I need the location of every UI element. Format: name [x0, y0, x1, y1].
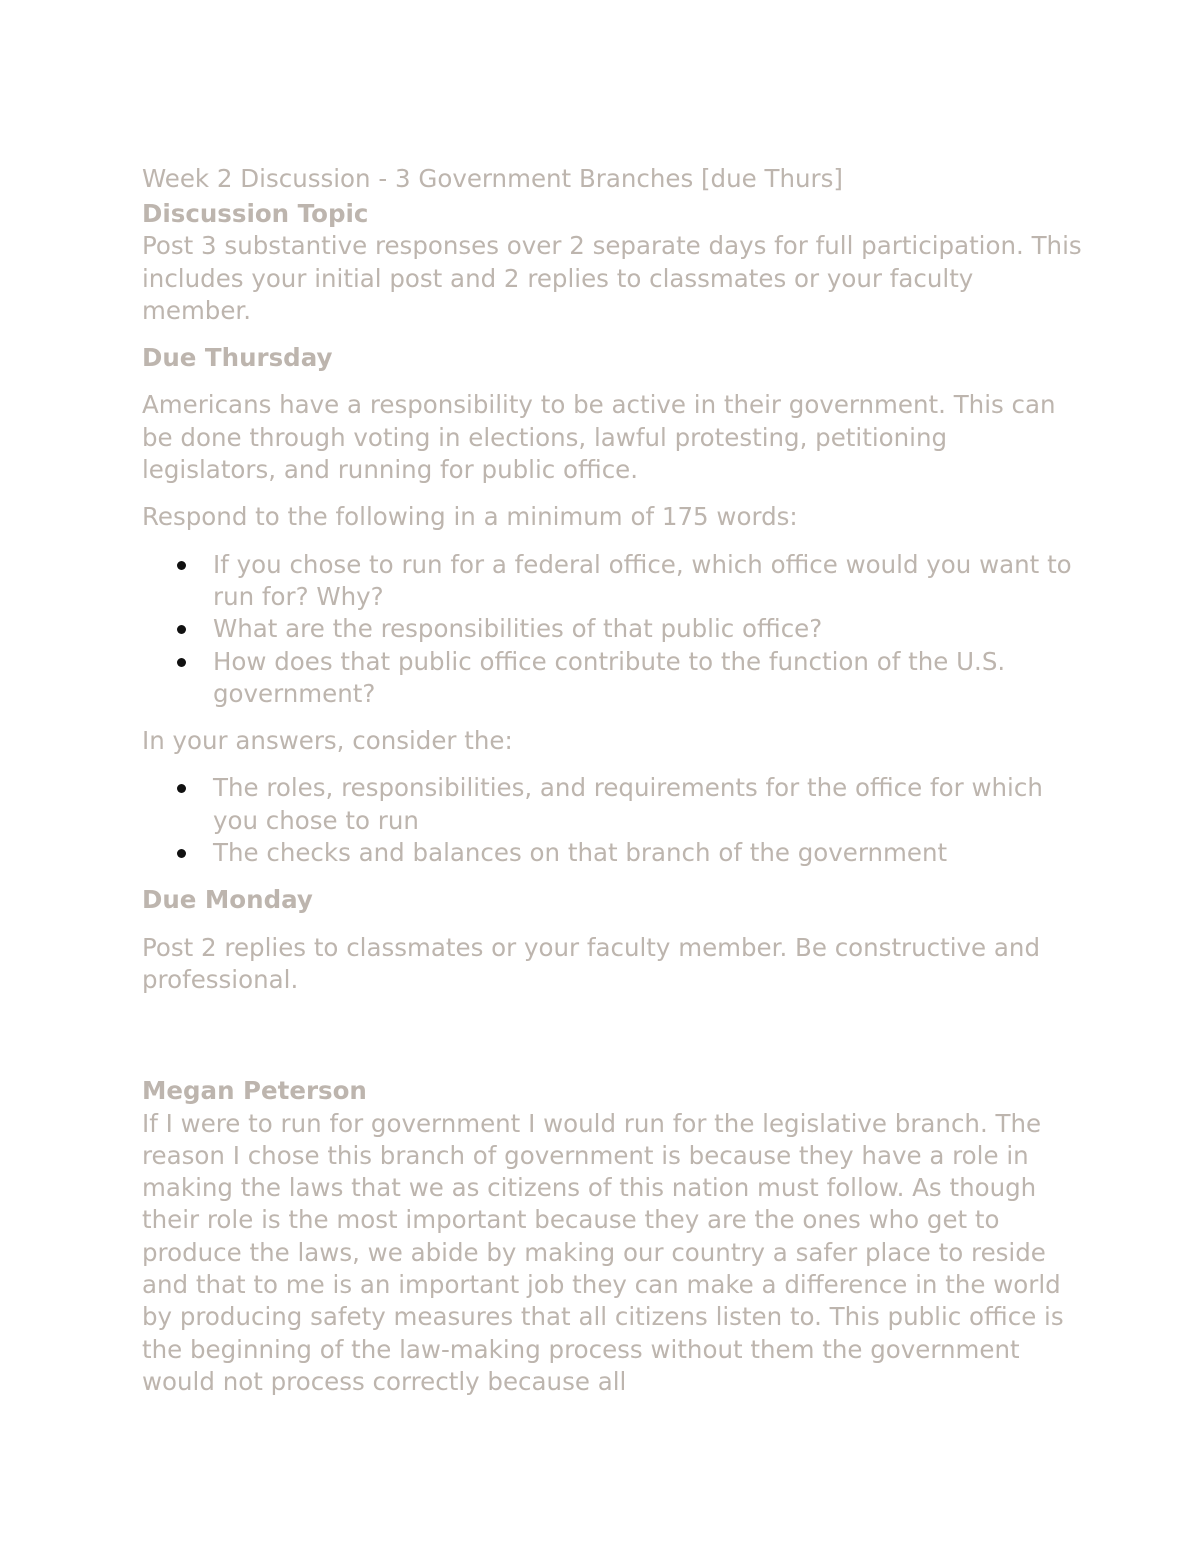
consider-prompt: In your answers, consider the:	[142, 726, 513, 756]
question-text: How does that public office contribute to the function of the U.S. government?	[213, 646, 1006, 708]
consideration-text: The checks and balances on that branch of the government	[213, 838, 948, 868]
questions-list	[142, 549, 1082, 710]
list-item	[213, 772, 1082, 837]
list-item	[213, 613, 1082, 645]
bullet-icon	[177, 658, 186, 667]
bullet-icon	[177, 561, 186, 570]
response-body: If I were to run for government I would run for the legislative branch. The reason I chose this branch of government is because they have a role in making the laws that we as citizens of this nation must follow. As though their role is the most important because they are the ones who get to produce the laws, we abide by making our country a safer place to reside and that to me is an important job they can make a difference in the world by producing safety measures that all citizens listen to. This public office is the beginning of the law-making process without them the government would not process correctly because all	[142, 1108, 1064, 1396]
discussion-topic-heading: Discussion Topic	[142, 199, 369, 228]
list-item	[213, 549, 1082, 614]
bullet-icon	[177, 784, 186, 793]
due-monday-text: Post 2 replies to classmates or your faculty member. Be constructive and professional.	[142, 932, 1040, 994]
list-item	[213, 646, 1082, 711]
intro-paragraph: Americans have a responsibility to be active in their government. This can be done through voting in elections, lawful protesting, petitioning legislators, and running for public office.	[142, 390, 1056, 485]
respond-prompt: Respond to the following in a minimum of 175 words:	[142, 502, 798, 532]
document-title: Week 2 Discussion - 3 Government Branches [due Thurs]	[142, 164, 843, 193]
discussion-topic-text: Post 3 substantive responses over 2 separate days for full participation. This includes your initial post and 2 replies to classmates or your faculty member.	[142, 231, 1082, 325]
due-thursday-heading: Due Thursday	[142, 343, 333, 373]
question-text: What are the responsibilities of that public office?	[213, 614, 823, 644]
response-author: Megan Peterson	[142, 1076, 367, 1106]
document-page	[142, 160, 1082, 1398]
consideration-text: The roles, responsibilities, and requirements for the office for which you chose to run	[213, 773, 1043, 835]
bullet-icon	[177, 849, 186, 858]
question-text: If you chose to run for a federal office, which office would you want to run for? Why?	[213, 549, 1072, 611]
due-monday-heading: Due Monday	[142, 885, 313, 915]
list-item	[213, 837, 1082, 869]
considerations-list	[142, 772, 1082, 869]
bullet-icon	[177, 625, 186, 634]
